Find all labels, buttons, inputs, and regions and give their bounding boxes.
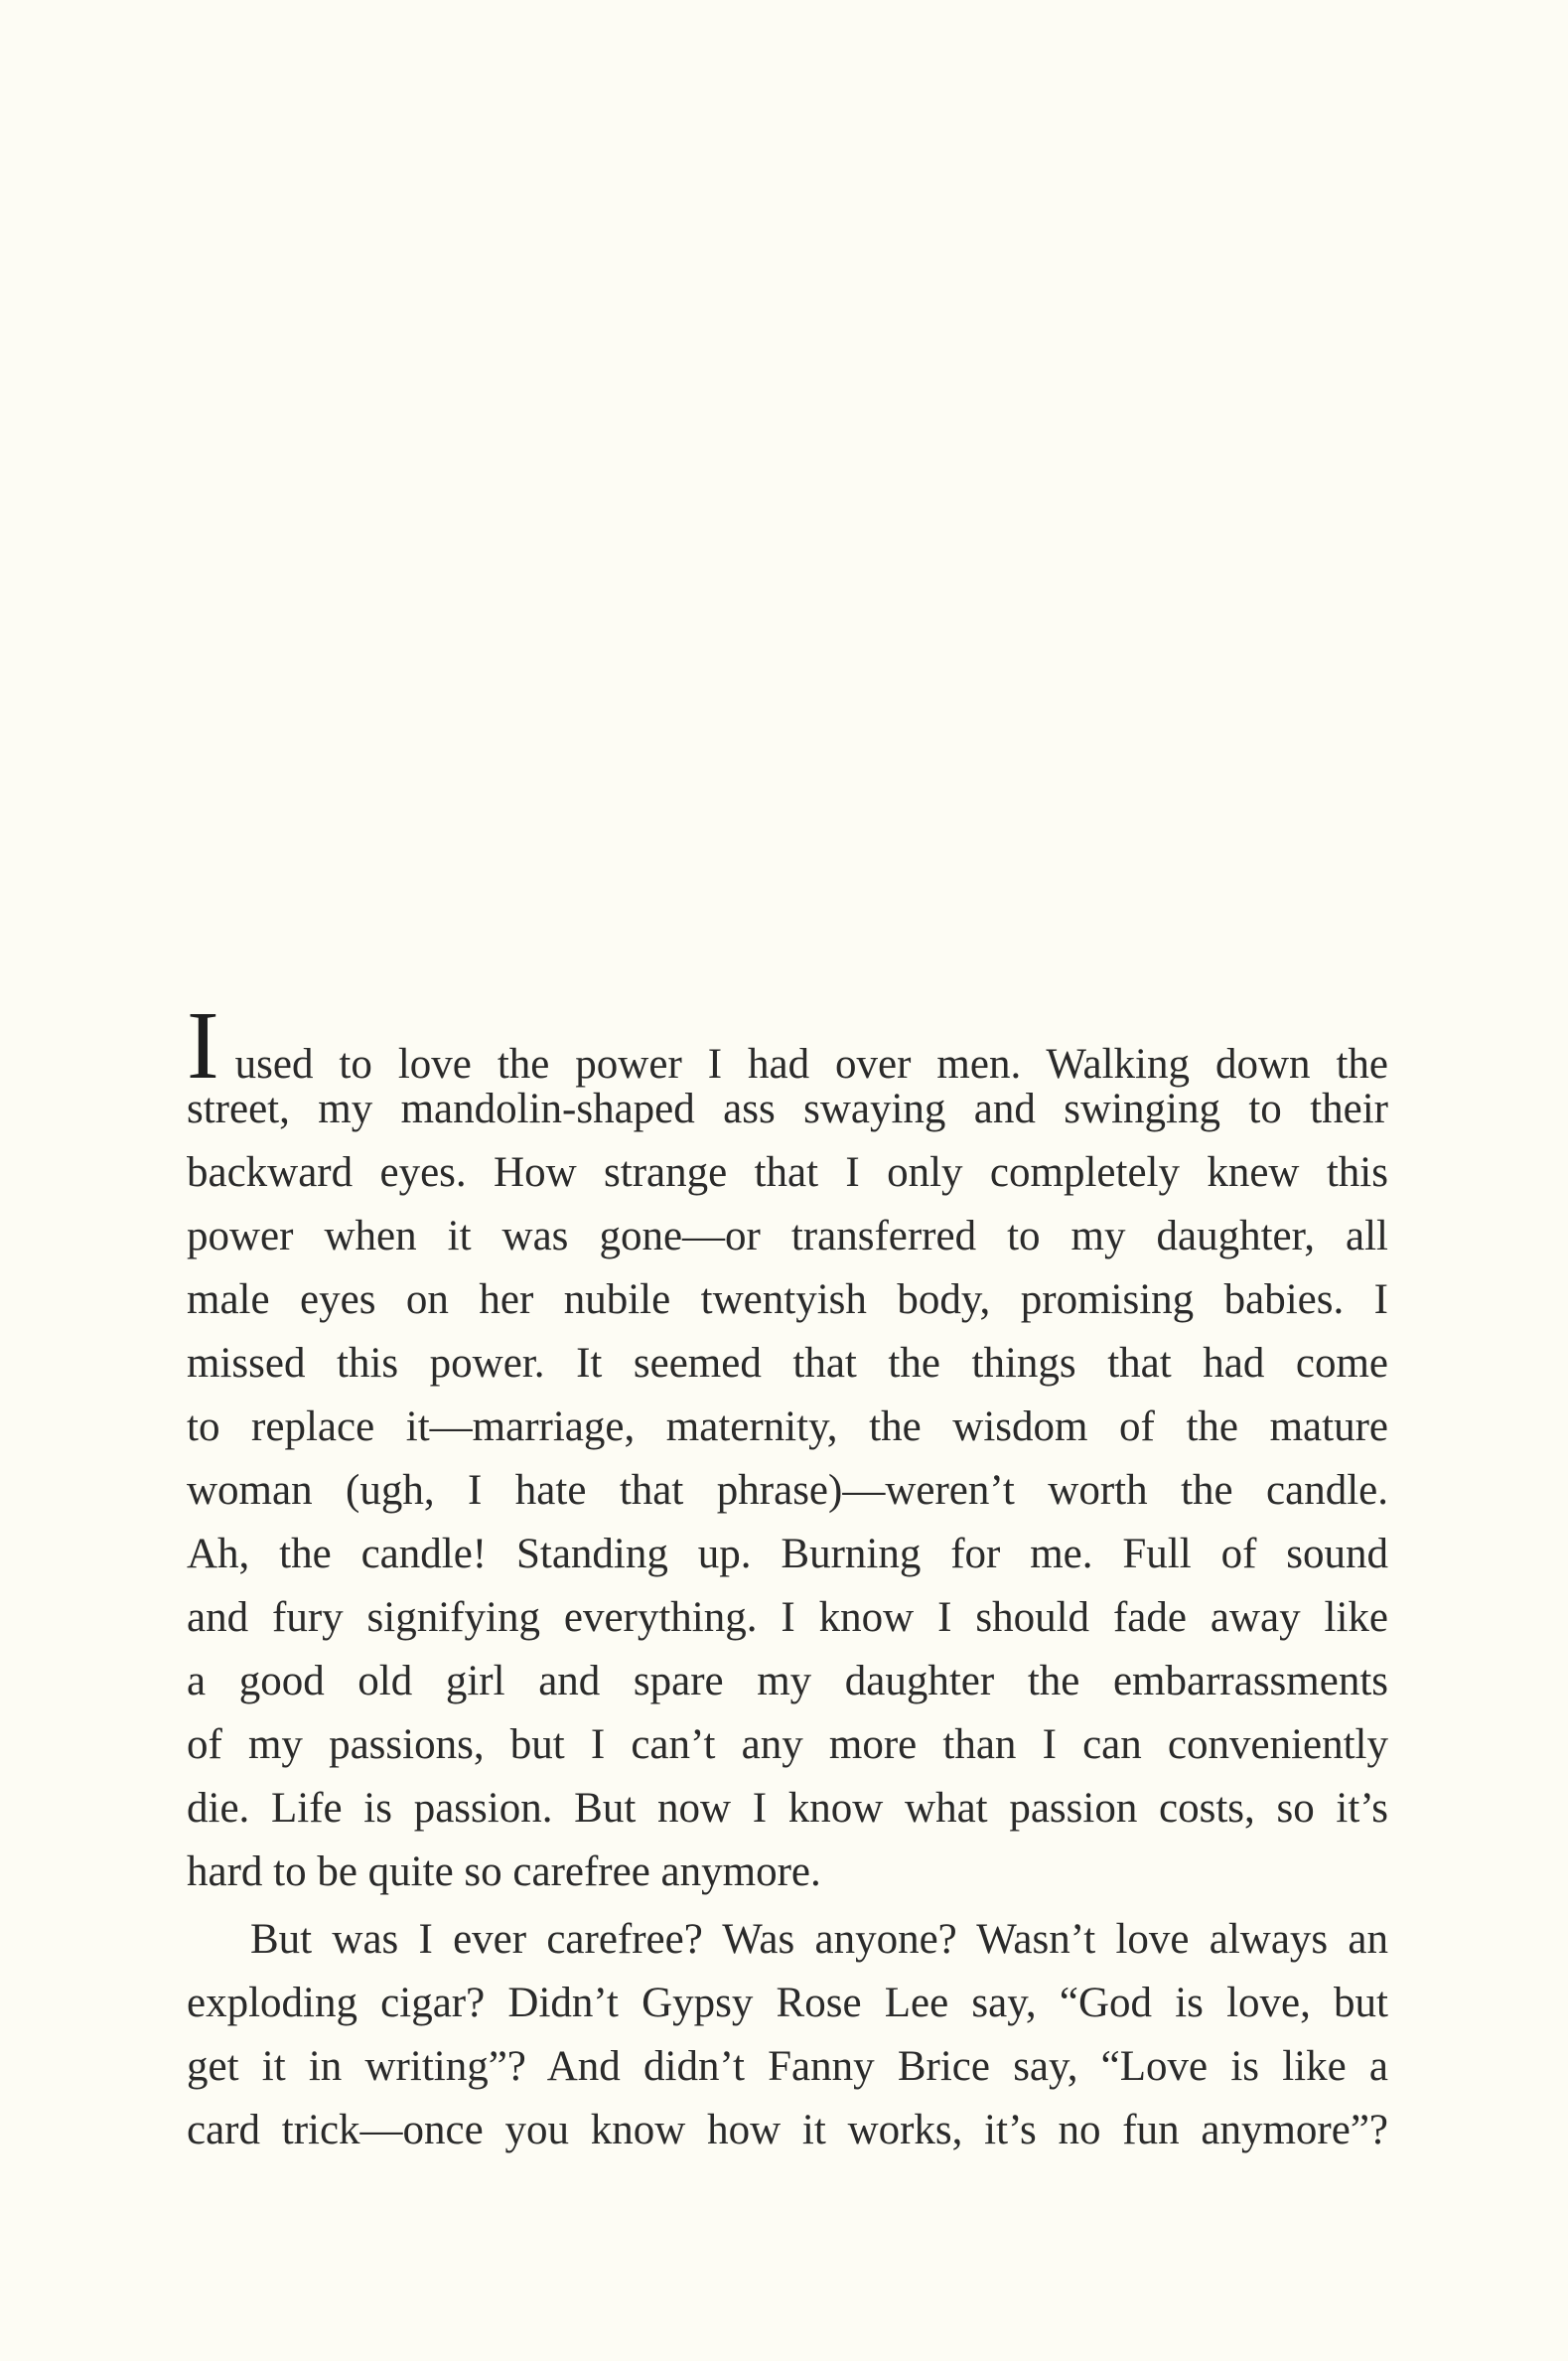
paragraph-line: hard to be quite so carefree anymore.	[187, 1848, 821, 1895]
paragraph-line: card trick—once you know how it works, it’s no fun anymore”?	[187, 2107, 1388, 2153]
body-text	[187, 992, 1388, 2162]
paragraph-2	[187, 1908, 1388, 2162]
paragraph-line: exploding cigar? Didn’t Gypsy Rose Lee say, “God is love, but	[187, 1980, 1388, 2026]
paragraph-line	[187, 992, 1388, 1100]
paragraph-line: missed this power. It seemed that the things that had come	[187, 1340, 1388, 1387]
paragraph-line: But was I ever carefree? Was anyone? Wasn’t love always an	[250, 1916, 1388, 1963]
paragraph-line: to replace it—marriage, maternity, the wisdom of the mature	[187, 1403, 1388, 1450]
paragraph-line: woman (ugh, I hate that phrase)—weren’t worth the candle.	[187, 1467, 1388, 1514]
paragraph-line: backward eyes. How strange that I only completely knew this	[187, 1149, 1388, 1196]
paragraph-line: die. Life is passion. But now I know what passion costs, so it’s	[187, 1785, 1388, 1832]
paragraph-line: get it in writing”? And didn’t Fanny Brice say, “Love is like a	[187, 2043, 1388, 2090]
paragraph-line: Ah, the candle! Standing up. Burning for me. Full of sound	[187, 1531, 1388, 1577]
paragraph-line: street, my mandolin-shaped ass swaying and swinging to their	[187, 1086, 1388, 1132]
paragraph-1	[187, 992, 1388, 1904]
drop-cap: I	[187, 992, 219, 1100]
paragraph-line: male eyes on her nubile twentyish body, promising babies. I	[187, 1276, 1388, 1323]
paragraph-line: and fury signifying everything. I know I should fade away like	[187, 1594, 1388, 1641]
paragraph-line: of my passions, but I can’t any more than I can conveniently	[187, 1721, 1388, 1768]
line-text: used to love the power I had over men. Walking down the	[234, 1041, 1388, 1088]
paragraph-line: a good old girl and spare my daughter the embarrassments	[187, 1658, 1388, 1704]
paragraph-line: power when it was gone—or transferred to my daughter, all	[187, 1213, 1388, 1259]
